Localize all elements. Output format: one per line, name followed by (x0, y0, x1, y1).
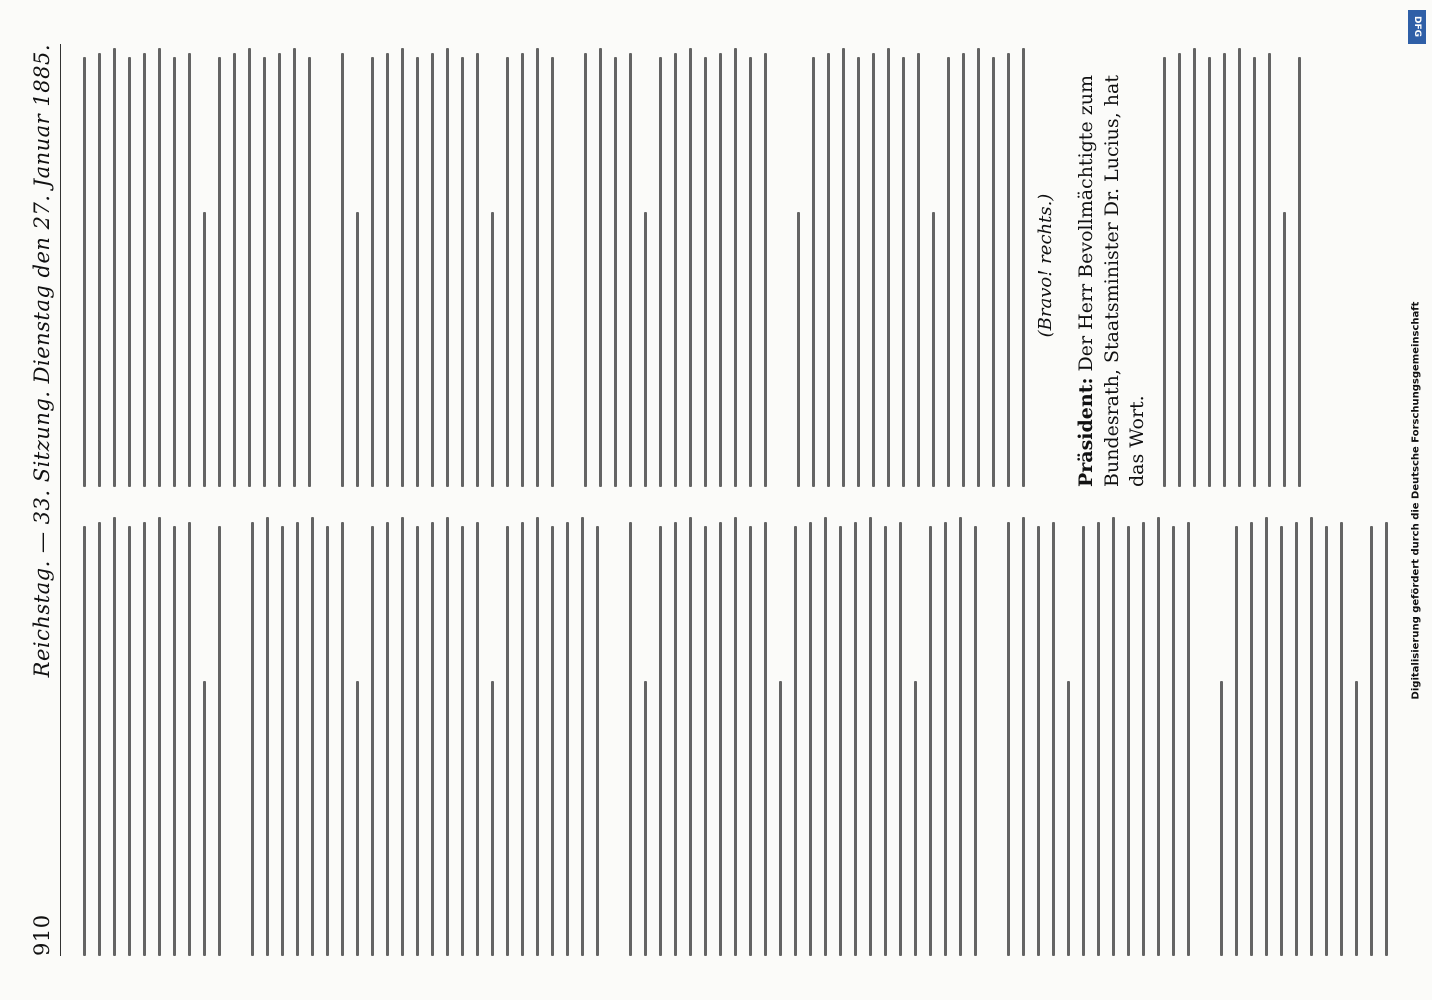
text-line (1022, 48, 1025, 487)
text-line (218, 526, 221, 956)
text-line (1007, 53, 1010, 487)
text-line (1193, 48, 1196, 487)
text-line (296, 522, 299, 956)
text-line (1238, 48, 1241, 487)
text-line (1007, 522, 1010, 956)
text-line (431, 53, 434, 487)
text-line (293, 48, 296, 487)
text-line (614, 57, 617, 487)
text-line (929, 526, 932, 956)
text-line (476, 53, 479, 487)
text-line (1022, 517, 1025, 956)
text-line (809, 522, 812, 956)
text-line (506, 57, 509, 487)
text-line (854, 522, 857, 956)
text-line (491, 212, 494, 487)
text-line (401, 48, 404, 487)
text-line (308, 57, 311, 487)
text-line (461, 526, 464, 956)
text-line (794, 526, 797, 956)
text-line (659, 526, 662, 956)
text-line (1283, 212, 1286, 487)
text-line (629, 53, 632, 487)
text-line (158, 48, 161, 487)
text-line (1097, 522, 1100, 956)
text-line (386, 522, 389, 956)
text-line (1235, 526, 1238, 956)
page-number: 910 (30, 914, 54, 956)
speaker-text: Der Herr Bevollmächtigte zum Bundesrath, Staatsminister Dr. Lucius, hat das Wort. (1075, 75, 1149, 487)
text-line (887, 48, 890, 487)
column-right (71, 44, 1391, 487)
text-line (551, 57, 554, 487)
text-line (521, 53, 524, 487)
text-line (1268, 53, 1271, 487)
text-line (719, 53, 722, 487)
text-line (173, 57, 176, 487)
text-line (947, 57, 950, 487)
text-line (734, 517, 737, 956)
text-line (173, 526, 176, 956)
text-line (158, 517, 161, 956)
text-line (1250, 522, 1253, 956)
text-line (659, 57, 662, 487)
text-line (959, 517, 962, 956)
text-line (98, 53, 101, 487)
text-line (266, 517, 269, 956)
text-line (341, 53, 344, 487)
text-line (596, 526, 599, 956)
text-line (704, 526, 707, 956)
text-line (884, 526, 887, 956)
text-line (1082, 526, 1085, 956)
text-line (674, 522, 677, 956)
text-line (1385, 522, 1388, 956)
text-line (1253, 57, 1256, 487)
text-line (536, 517, 539, 956)
text-line (797, 212, 800, 487)
text-line (992, 57, 995, 487)
text-line (203, 212, 206, 487)
text-line (1172, 526, 1175, 956)
text-line (1067, 681, 1070, 956)
page-header (30, 44, 61, 956)
text-line (326, 526, 329, 956)
text-line (233, 53, 236, 487)
text-line (689, 48, 692, 487)
text-line (842, 48, 845, 487)
text-line (371, 526, 374, 956)
text-line (521, 522, 524, 956)
text-line (371, 57, 374, 487)
text-line (356, 212, 359, 487)
text-line (341, 522, 344, 956)
text-line (113, 48, 116, 487)
text-line (128, 57, 131, 487)
page-title: Reichstag. — 33. Sitzung. Dienstag den 27. Januar 1885. (30, 44, 54, 678)
text-line (83, 57, 86, 487)
text-line (1325, 526, 1328, 956)
text-line (719, 522, 722, 956)
text-line (917, 53, 920, 487)
text-line (1157, 517, 1160, 956)
applause-note: (Bravo! rechts.) (1035, 193, 1056, 338)
text-line (128, 526, 131, 956)
text-line (311, 517, 314, 956)
text-line (962, 53, 965, 487)
column-left (71, 513, 1391, 956)
text-line (1220, 681, 1223, 956)
text-line (491, 681, 494, 956)
speaker-label: Präsident: (1075, 377, 1097, 487)
text-line (779, 681, 782, 956)
text-line (263, 57, 266, 487)
text-line (278, 53, 281, 487)
text-line (872, 53, 875, 487)
text-line (644, 681, 647, 956)
text-line (644, 212, 647, 487)
text-line (251, 522, 254, 956)
text-line (506, 526, 509, 956)
text-line (1310, 517, 1313, 956)
text-line (944, 522, 947, 956)
text-line (143, 53, 146, 487)
text-line (218, 57, 221, 487)
text-line (827, 53, 830, 487)
text-line (188, 53, 191, 487)
text-line (1163, 57, 1166, 487)
text-line (812, 57, 815, 487)
text-line (1298, 57, 1301, 487)
text-line (461, 57, 464, 487)
text-line (824, 517, 827, 956)
text-line (599, 48, 602, 487)
text-line (446, 48, 449, 487)
text-line (1340, 522, 1343, 956)
text-line (1295, 522, 1298, 956)
speaker-paragraph (1074, 44, 1151, 487)
text-columns (71, 44, 1391, 956)
text-line (932, 212, 935, 487)
text-line (974, 526, 977, 956)
text-line (401, 517, 404, 956)
text-line (1208, 57, 1211, 487)
text-line (143, 522, 146, 956)
text-line (764, 53, 767, 487)
text-line (1037, 526, 1040, 956)
dfg-logo: DFG (1408, 10, 1426, 44)
text-line (83, 526, 86, 956)
text-line (1370, 526, 1373, 956)
text-line (1142, 522, 1145, 956)
text-line (566, 522, 569, 956)
text-line (1355, 681, 1358, 956)
text-line (902, 57, 905, 487)
text-line (764, 522, 767, 956)
text-line (203, 681, 206, 956)
text-line (704, 57, 707, 487)
text-line (839, 526, 842, 956)
text-line (674, 53, 677, 487)
text-line (1052, 522, 1055, 956)
text-line (869, 517, 872, 956)
text-line (446, 517, 449, 956)
text-line (977, 48, 980, 487)
text-line (1187, 522, 1190, 956)
text-line (416, 57, 419, 487)
text-line (113, 517, 116, 956)
text-line (734, 48, 737, 487)
text-line (551, 526, 554, 956)
text-line (476, 522, 479, 956)
text-line (188, 522, 191, 956)
text-line (581, 517, 584, 956)
text-line (899, 522, 902, 956)
text-line (536, 48, 539, 487)
text-line (1280, 526, 1283, 956)
text-line (914, 681, 917, 956)
text-line (98, 522, 101, 956)
text-line (1112, 517, 1115, 956)
text-line (431, 522, 434, 956)
text-line (749, 57, 752, 487)
text-line (749, 526, 752, 956)
digitization-credit: Digitalisierung gefördert durch die Deutsche Forschungsgemeinschaft (1410, 301, 1422, 699)
text-line (1127, 526, 1130, 956)
text-line (1178, 53, 1181, 487)
text-line (386, 53, 389, 487)
text-line (248, 48, 251, 487)
text-line (416, 526, 419, 956)
text-line (629, 522, 632, 956)
text-line (1265, 517, 1268, 956)
text-line (689, 517, 692, 956)
text-line (1223, 53, 1226, 487)
text-line (584, 53, 587, 487)
text-line (281, 526, 284, 956)
text-line (356, 681, 359, 956)
text-line (857, 57, 860, 487)
